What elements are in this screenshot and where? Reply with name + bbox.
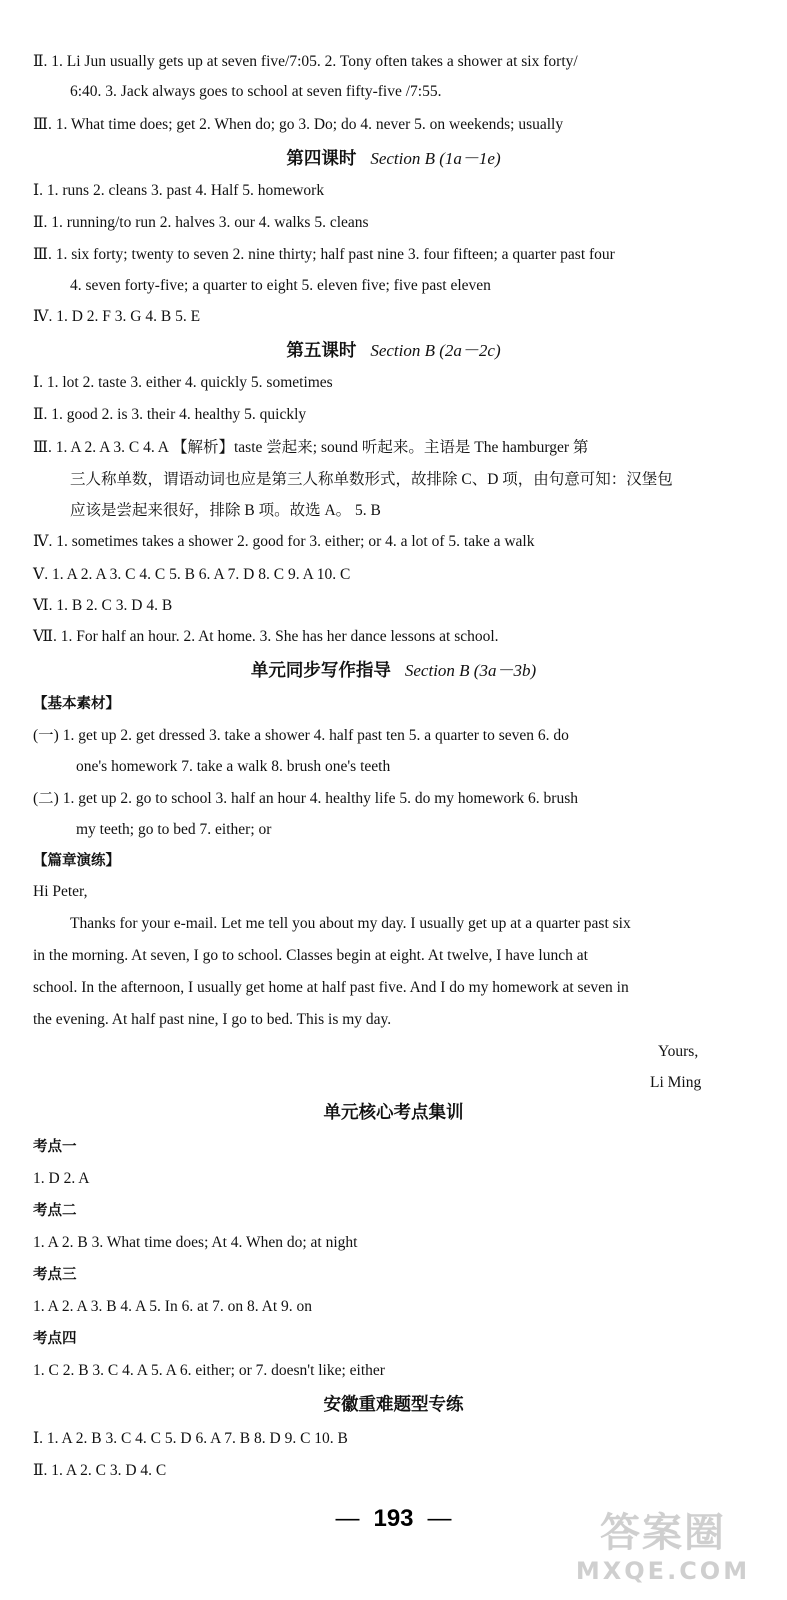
letter-line: school. In the afternoon, I usually get home at half past five. And I do my homework at seven in — [33, 979, 629, 996]
kaodian-label: 考点四 — [33, 1331, 77, 1347]
answer-line: Ⅰ. 1. runs 2. cleans 3. past 4. Half 5. homework — [33, 182, 325, 199]
watermark — [553, 1510, 773, 1594]
answer-line: Ⅱ. 1. running/to run 2. halves 3. our 4. walks 5. cleans — [33, 214, 369, 231]
answer-line: Ⅰ. 1. lot 2. taste 3. either 4. quickly 5. sometimes — [33, 374, 333, 391]
heading-en: Section B (1a－1e) — [370, 149, 501, 168]
heading-cn: 第五课时 — [286, 341, 357, 361]
answer-line: one's homework 7. take a walk 8. brush one's teeth — [76, 758, 391, 775]
answer-line: 6:40. 3. Jack always goes to school at seven fifty-five /7:55. — [70, 83, 442, 100]
watermark-url: MXQE.COM — [575, 1557, 751, 1585]
kaodian-label: 考点三 — [33, 1267, 77, 1283]
heading-cn: 安徽重难题型专练 — [323, 1395, 464, 1415]
answer-line: 1. C 2. B 3. C 4. A 5. A 6. either; or 7. doesn't like; either — [33, 1362, 385, 1379]
practice-label: 【篇章演练】 — [33, 853, 120, 869]
letter-closing: Yours, — [658, 1043, 699, 1060]
answer-line: 应该是尝起来很好，排除 B 项。故选 A。 5. B — [70, 502, 381, 519]
letter-line: the evening. At half past nine, I go to bed. This is my day. — [33, 1011, 392, 1028]
answer-line: Ⅳ. 1. sometimes takes a shower 2. good for 3. either; or 4. a lot of 5. take a walk — [33, 533, 535, 550]
letter-signature: Li Ming — [650, 1074, 702, 1091]
answer-line: (二) 1. get up 2. go to school 3. half an hour 4. healthy life 5. do my homework 6. brush — [33, 790, 578, 807]
page-dash: — — [335, 1505, 360, 1532]
letter-line: in the morning. At seven, I go to school. Classes begin at eight. At twelve, I have lunch at — [33, 947, 588, 964]
section-heading — [0, 1102, 787, 1124]
answer-line: (一) 1. get up 2. get dressed 3. take a shower 4. half past ten 5. a quarter to seven 6. do — [33, 727, 569, 744]
answer-line: Ⅶ. 1. For half an hour. 2. At home. 3. She has her dance lessons at school. — [33, 628, 499, 645]
answer-line: my teeth; go to bed 7. either; or — [76, 821, 272, 838]
section-heading — [0, 340, 787, 362]
section-heading — [0, 148, 787, 170]
kaodian-label: 考点二 — [33, 1203, 77, 1219]
letter-line: Thanks for your e-mail. Let me tell you about my day. I usually get up at a quarter past six — [70, 915, 631, 932]
heading-cn: 单元同步写作指导 — [250, 661, 391, 681]
letter-greeting: Hi Peter, — [33, 883, 88, 900]
heading-en: Section B (3a－3b) — [404, 661, 537, 680]
watermark-text: 答案圈 — [600, 1510, 726, 1556]
answer-line: Ⅱ. 1. A 2. C 3. D 4. C — [33, 1462, 167, 1479]
answer-line: Ⅲ. 1. six forty; twenty to seven 2. nine thirty; half past nine 3. four fifteen; a quarter past four — [33, 246, 615, 263]
section-heading — [0, 660, 787, 682]
answer-line: 三人称单数，谓语动词也应是第三人称单数形式，故排除 C、D 项，由句意可知：汉堡包 — [70, 471, 673, 488]
heading-cn: 单元核心考点集训 — [323, 1103, 464, 1123]
answer-line: 4. seven forty-five; a quarter to eight 5. eleven five; five past eleven — [70, 277, 491, 294]
page-number-value: 193 — [373, 1505, 414, 1532]
answer-line: Ⅲ. 1. What time does; get 2. When do; go 3. Do; do 4. never 5. on weekends; usually — [33, 116, 564, 133]
section-heading — [0, 1394, 787, 1416]
answer-line: Ⅰ. 1. A 2. B 3. C 4. C 5. D 6. A 7. B 8. D 9. C 10. B — [33, 1430, 348, 1447]
answer-line: Ⅳ. 1. D 2. F 3. G 4. B 5. E — [33, 308, 201, 325]
answer-line: Ⅱ. 1. Li Jun usually gets up at seven five/7:05. 2. Tony often takes a shower at six forty/ — [33, 53, 578, 70]
answer-line: 1. D 2. A — [33, 1170, 90, 1187]
basic-materials-label: 【基本素材】 — [33, 696, 120, 712]
answer-line: Ⅵ. 1. B 2. C 3. D 4. B — [33, 597, 173, 614]
answer-line: Ⅴ. 1. A 2. A 3. C 4. C 5. B 6. A 7. D 8. C 9. A 10. C — [33, 566, 351, 583]
answer-line: Ⅲ. 1. A 2. A 3. C 4. A 【解析】taste 尝起来; sound 听起来。主语是 The hamburger 第 — [33, 439, 589, 456]
answer-line: Ⅱ. 1. good 2. is 3. their 4. healthy 5. quickly — [33, 406, 307, 423]
heading-cn: 第四课时 — [286, 149, 357, 169]
answer-line: 1. A 2. A 3. B 4. A 5. In 6. at 7. on 8. At 9. on — [33, 1298, 313, 1315]
answer-line: 1. A 2. B 3. What time does; At 4. When do; at night — [33, 1234, 358, 1251]
page-dash: — — [427, 1505, 452, 1532]
heading-en: Section B (2a－2c) — [370, 341, 501, 360]
kaodian-label: 考点一 — [33, 1139, 77, 1155]
